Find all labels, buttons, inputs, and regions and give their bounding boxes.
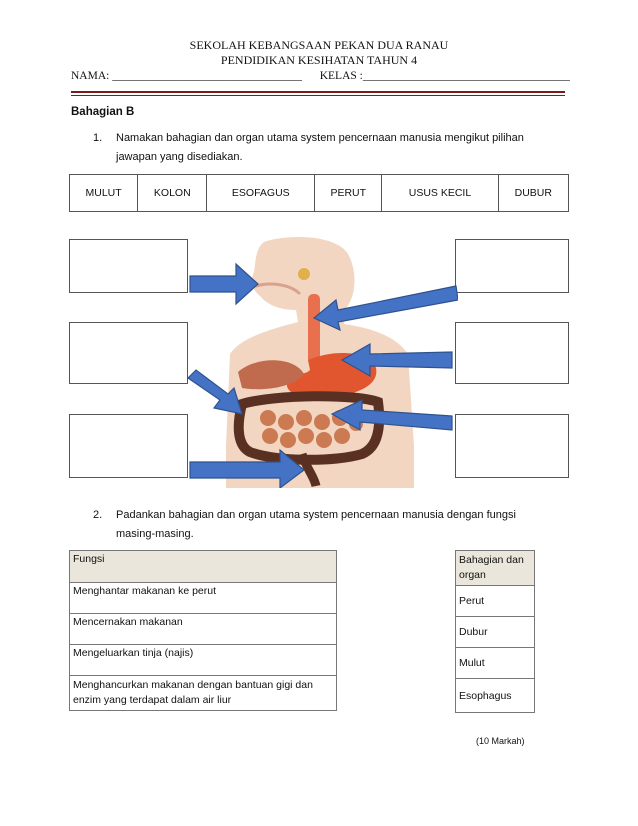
- school-name: SEKOLAH KEBANGSAAN PEKAN DUA RANAU: [189, 38, 449, 52]
- question-1-number: 1.: [93, 132, 103, 144]
- choice-kolon: KOLON: [138, 175, 207, 212]
- section-title: Bahagian B: [71, 106, 135, 118]
- answer-box-left-2[interactable]: [69, 322, 188, 384]
- arrow-to-mouth: [190, 264, 258, 304]
- organ-row[interactable]: Mulut: [456, 648, 535, 679]
- question-1-text: Namakan bahagian dan organ utama system pencernaan manusia mengikut pilihan jawapan yang disediakan.: [116, 132, 524, 163]
- choice-esofagus: ESOFAGUS: [207, 175, 315, 212]
- fungsi-row[interactable]: Mengeluarkan tinja (najis): [70, 645, 337, 676]
- header-divider-thin: [71, 95, 565, 96]
- fungsi-header: Fungsi: [70, 551, 337, 583]
- answer-box-right-2[interactable]: [455, 322, 569, 384]
- class-field[interactable]: KELAS :____________________________________: [319, 70, 570, 82]
- answer-box-left-1[interactable]: [69, 239, 188, 293]
- answer-choices-table: [69, 174, 569, 212]
- organ-table: [455, 550, 535, 713]
- choice-dubur: DUBUR: [498, 175, 568, 212]
- fungsi-table: [69, 550, 337, 711]
- subject-title: PENDIDIKAN KESIHATAN TAHUN 4: [220, 53, 418, 67]
- header-divider: [71, 91, 565, 93]
- total-marks: (10 Markah): [476, 736, 525, 746]
- fungsi-row[interactable]: Mencernakan makanan: [70, 614, 337, 645]
- student-info-row: [71, 70, 570, 82]
- choice-mulut: MULUT: [70, 175, 138, 212]
- fungsi-row[interactable]: Menghantar makanan ke perut: [70, 583, 337, 614]
- question-2: [93, 506, 553, 546]
- question-2-number: 2.: [93, 509, 103, 521]
- fungsi-row[interactable]: Menghancurkan makanan dengan bantuan gigi dan enzim yang terdapat dalam air liur: [70, 676, 337, 711]
- question-1: [93, 129, 553, 169]
- organ-row[interactable]: Perut: [456, 586, 535, 617]
- answer-box-right-1[interactable]: [455, 239, 569, 293]
- answer-box-right-3[interactable]: [455, 414, 569, 478]
- question-2-text: Padankan bahagian dan organ utama system pencernaan manusia dengan fungsi masing-masing.: [116, 509, 516, 540]
- answer-box-left-3[interactable]: [69, 414, 188, 478]
- organ-row[interactable]: Esophagus: [456, 679, 535, 713]
- digestive-system-diagram: [186, 236, 458, 488]
- esophagus-icon: [308, 294, 320, 364]
- organ-row[interactable]: Dubur: [456, 617, 535, 648]
- name-field[interactable]: NAMA: _________________________________: [71, 70, 302, 82]
- organ-header: Bahagian dan organ: [456, 551, 535, 586]
- choice-usus-kecil: USUS KECIL: [382, 175, 498, 212]
- salivary-gland-icon: [298, 268, 310, 280]
- choice-perut: PERUT: [315, 175, 382, 212]
